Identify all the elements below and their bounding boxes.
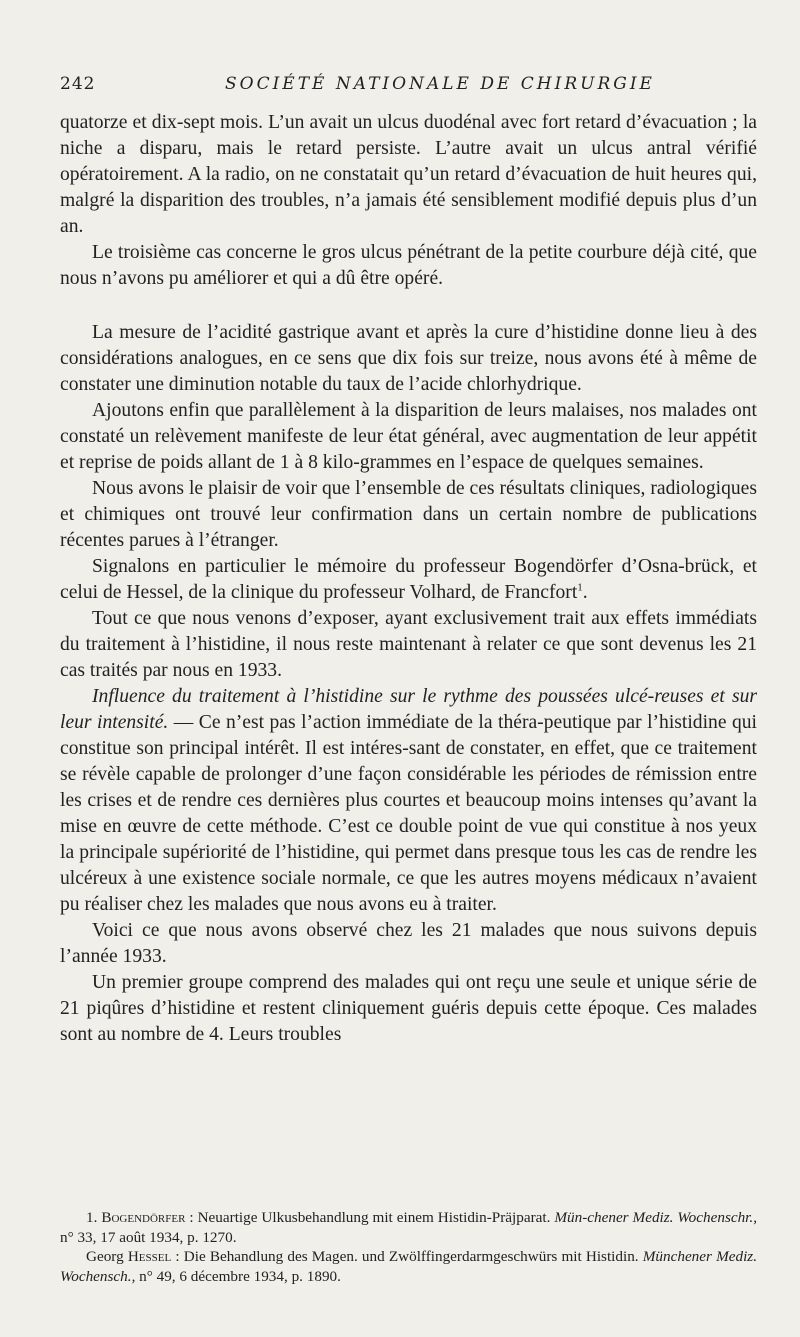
footnotes <box>60 1208 757 1286</box>
paragraph-6-end: . <box>582 582 588 603</box>
page-number: 242 <box>60 74 96 94</box>
paragraph-2: Le troisième cas concerne le gros ulcus pénétrant de la petite courbure déjà cité, que nous n’avons pu améliorer et qui a dû être opéré. <box>60 242 757 289</box>
footnote-1-journal: Mün-chener Mediz. Wochenschr. <box>554 1209 754 1226</box>
footnote-2-journal: Münchener Mediz. Wochensch. <box>60 1248 757 1285</box>
page-header <box>60 74 760 100</box>
section-gap <box>60 292 757 320</box>
paragraph-3: La mesure de l’acidité gastrique avant et après la cure d’histidine donne lieu à des considérations analogues, en ce sens que dix fois sur treize, nous avons été à même de constater une diminution notable du taux de l’acide chlorhydrique. <box>60 322 757 395</box>
paragraph-8 <box>60 684 757 918</box>
footnote-2-ref: , n° 49, 6 décembre 1934, p. 1890. <box>131 1267 341 1285</box>
footnote-2-prefix: Georg <box>86 1248 128 1265</box>
paragraph-5: Nous avons le plaisir de voir que l’ensemble de ces résultats cliniques, radiologiques et chimiques ont trouvé leur confirmation dans un certain nombre de publications récentes parues à l’étranger. <box>60 478 757 551</box>
running-title: SOCIÉTÉ NATIONALE DE CHIRURGIE <box>225 74 655 94</box>
footnote-1-ref: , n° 33, 17 août 1934, p. 1270. <box>60 1209 758 1246</box>
footnote-1-text: : Neuartige Ulkusbehandlung mit einem Histidin-Präjparat. <box>185 1209 555 1226</box>
paragraph-1: quatorze et dix-sept mois. L’un avait un ulcus duodénal avec fort retard d’évacuation ; la niche a disparu, mais le retard persiste. L’autre avait un ulcus antral vérifié opératoirement. A la radio, on ne constatait qu’un retard d’évacuation de huit heures qui, malgré la disparition des troubles, n’a jamais été sensiblement modifié depuis plus d’un an. <box>60 112 757 237</box>
paragraph-10: Un premier groupe comprend des malades qui ont reçu une seule et unique série de 21 piqûres d’histidine et restent cliniquement guéris depuis cette époque. Ces malades sont au nombre de 4. Leurs troubles <box>60 972 757 1045</box>
paragraph-4: Ajoutons enfin que parallèlement à la disparition de leurs malaises, nos malades ont constaté un relèvement manifeste de leur état général, avec augmentation de leur appétit et reprise de poids allant de 1 à 8 kilo-grammes en l’espace de quelques semaines. <box>60 400 757 473</box>
section-heading-italic: Influence du traitement à l’histidine sur le rythme des poussées ulcé-reuses et sur leur intensité. <box>60 686 757 733</box>
footnote-2-text: : Die Behandlung des Magen. und Zwölffingerdarmgeschwürs mit Histidin. <box>171 1248 643 1265</box>
paragraph-8-text: — Ce n’est pas l’action immédiate de la théra-peutique par l’histidine qui constitue son principal intérêt. Il est intéres-sant de constater, en effet, que ce traitement se révèle capable de prolonger d’une façon considérable les périodes de rémission entre les crises et de rendre ces dernières plus courtes et beaucoup moins intenses qu’avant la mise en œuvre de cette méthode. C’est ce double point de vue qui constitue à nos yeux la principale supériorité de l’histidine, qui permet dans presque tous les cas de rendre les ulcéreux à une existence sociale normale, ce que les autres moyens médicaux n’avaient pu réaliser chez les malades que nous avons eu à traiter. <box>60 712 758 915</box>
footnote-1-author: Bogendörfer <box>101 1209 186 1226</box>
footnote-1-number: 1. <box>86 1209 98 1226</box>
paragraph-9: Voici ce que nous avons observé chez les 21 malades que nous suivons depuis l’année 1933. <box>60 920 757 967</box>
footnote-2 <box>60 1247 757 1286</box>
body-text <box>60 110 757 1048</box>
footnote-ref: 1 <box>577 581 583 594</box>
footnote-2-author: Hessel <box>127 1248 172 1265</box>
paragraph-7: Tout ce que nous venons d’exposer, ayant exclusivement trait aux effets immédiats du traitement à l’histidine, il nous reste maintenant à relater ce que sont devenus les 21 cas traités par nous en 1933. <box>60 608 757 681</box>
paragraph-6 <box>60 554 757 606</box>
footnote-1 <box>60 1208 757 1247</box>
paragraph-6-text: Signalons en particulier le mémoire du professeur Bogendörfer d’Osna-brück, et celui de Hessel, de la clinique du professeur Volhard, de Francfort <box>60 556 757 603</box>
